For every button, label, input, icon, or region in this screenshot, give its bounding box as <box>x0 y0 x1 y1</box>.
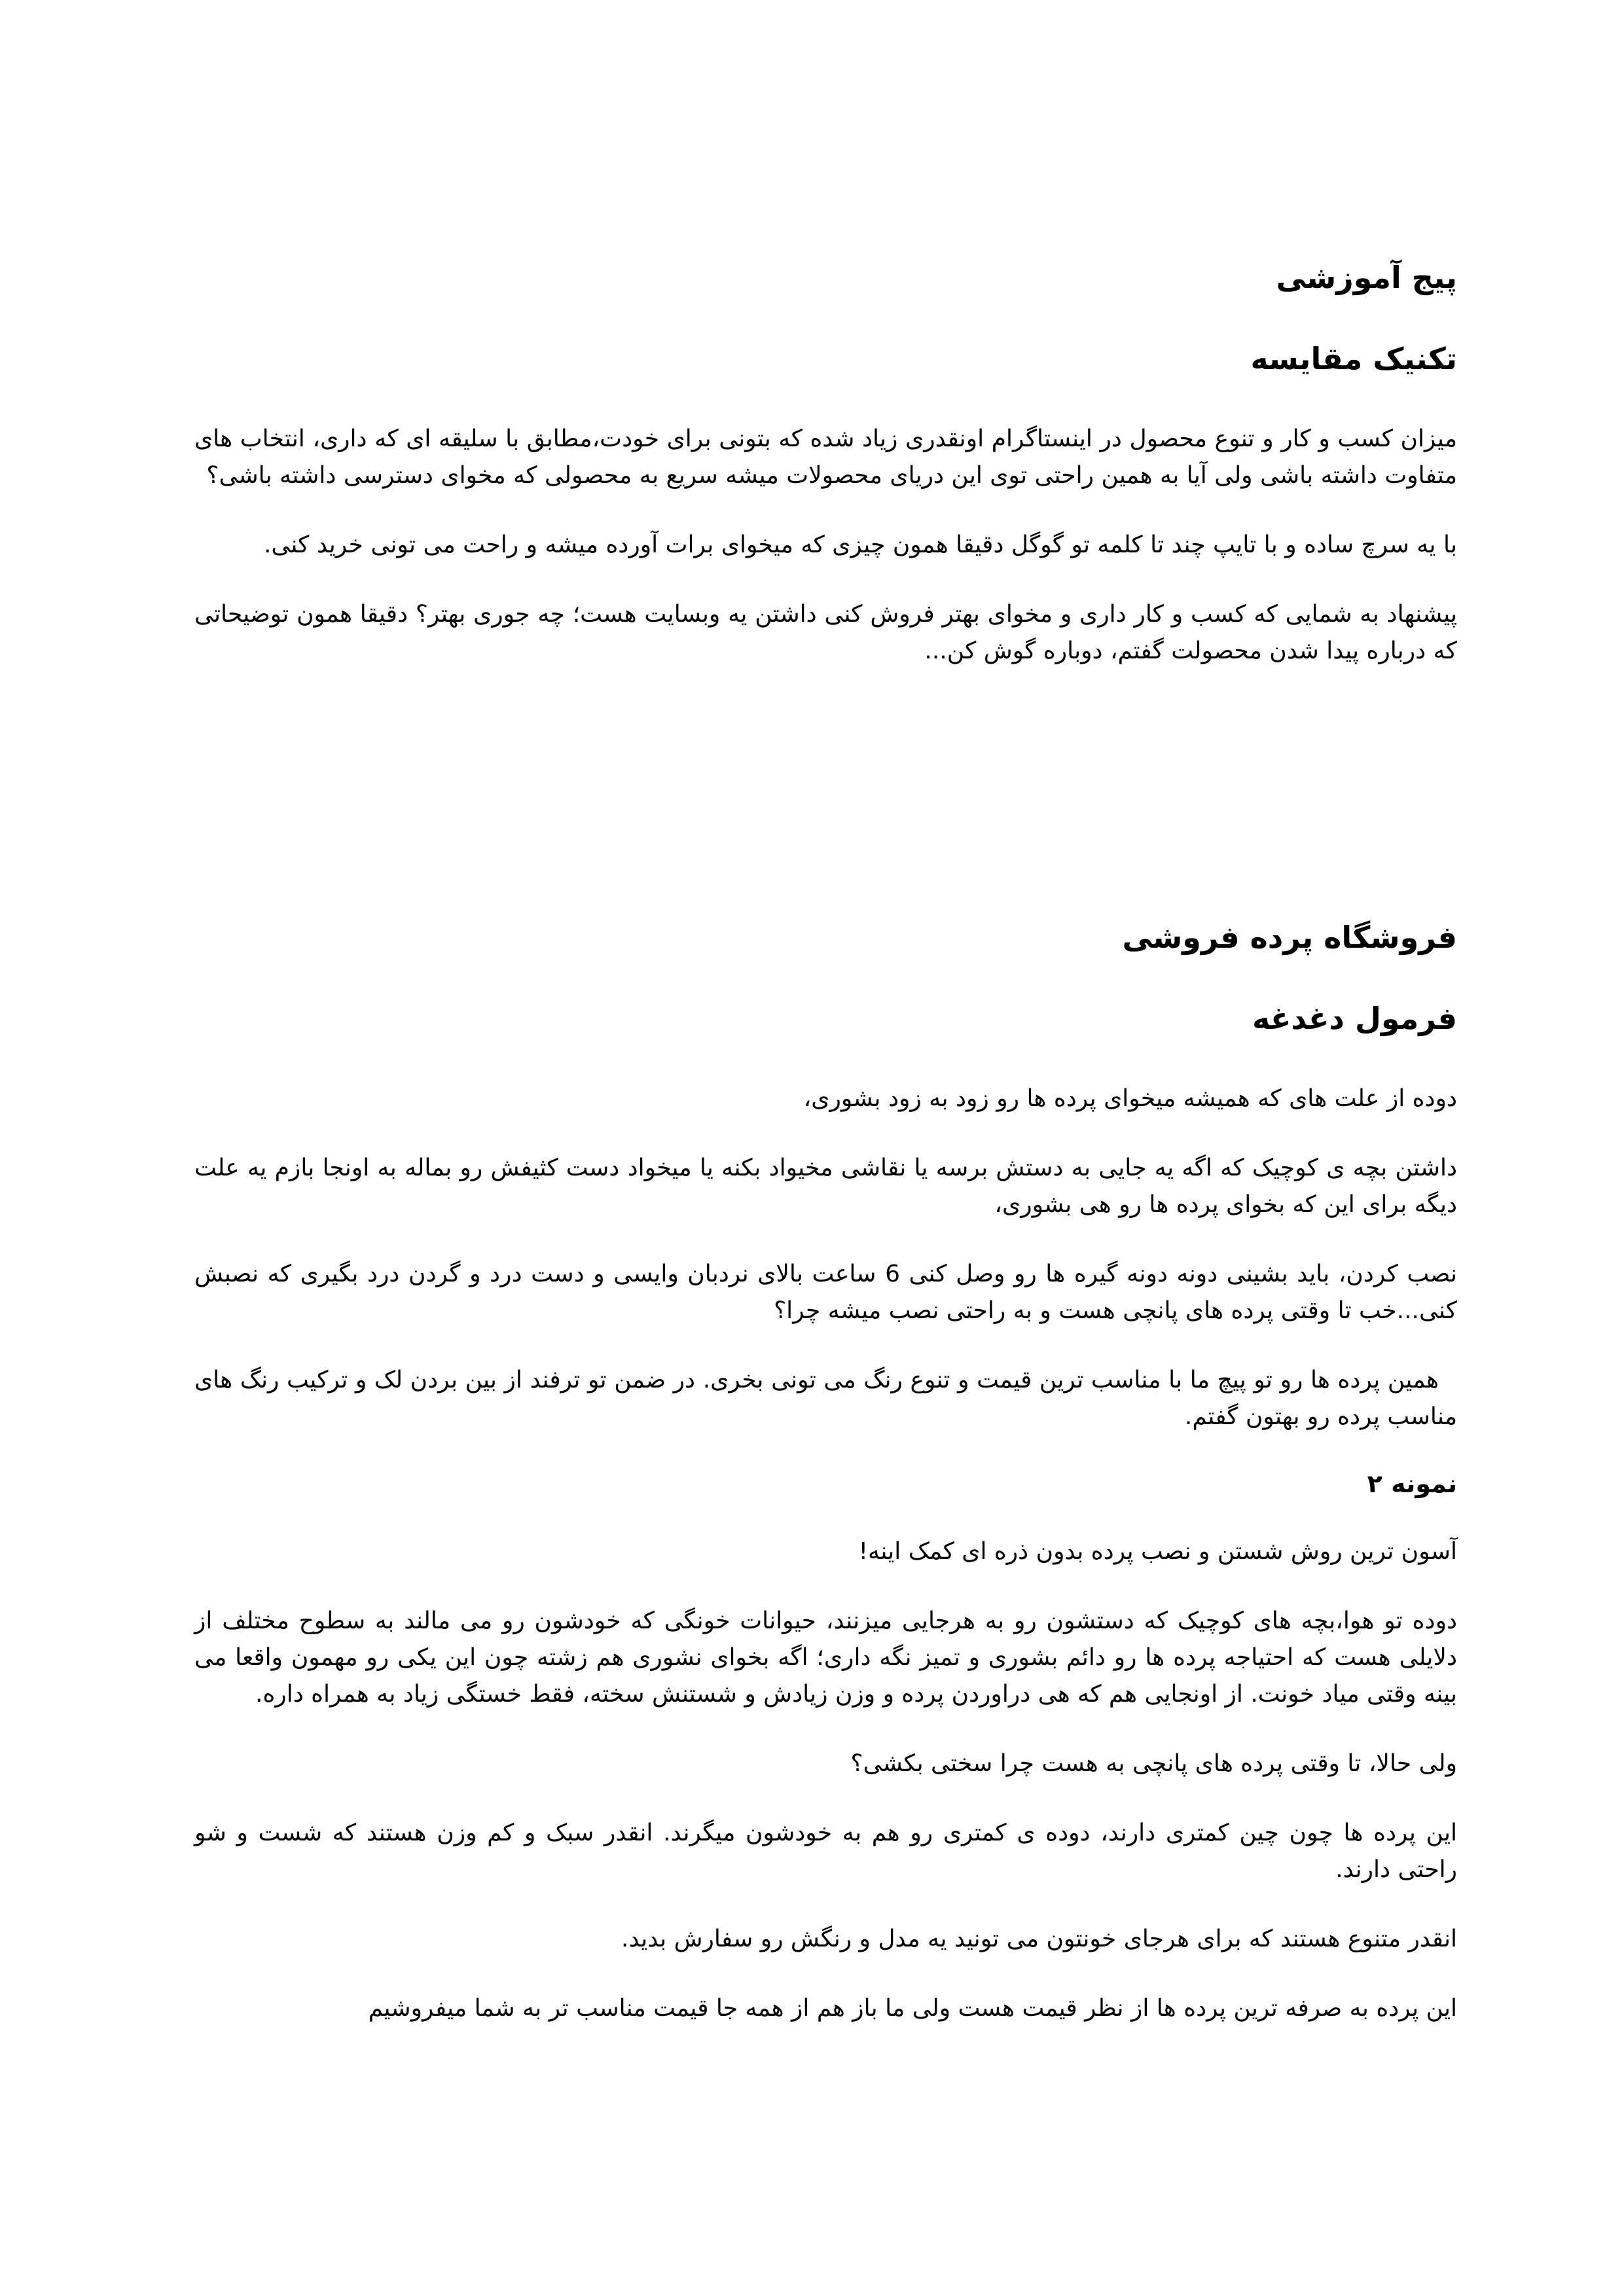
example-paragraph: این پرده به صرفه ترین پرده ها از نظر قیمت هست ولی ما باز هم از همه جا قیمت مناسب تر به شما میفروشیم <box>368 1995 1457 2022</box>
section1-paragraph: میزان کسب و کار و تنوع محصول در اینستاگرام اونقدری زیاد شده که بتونی برای خودت،مطابق با سلیقه ای که داری، انتخاب های متفاوت داشته باشی ولی آیا به همین راحتی توی این دریای محصولات میشه سریع به محصولی که مخوای دسترسی داشته باشی؟ <box>194 425 1457 489</box>
example-paragraph: این پرده ها چون چین کمتری دارند، دوده ی کمتری رو هم به خودشون میگرند. انقدر سبک و کم وزن هستند که شست و شو راحتی دارند. <box>194 1820 1457 1883</box>
example-2-heading: نمونه ۲ <box>1367 1469 1457 1498</box>
section1-title: پیج آموزشی <box>1276 260 1457 295</box>
example-paragraph: آسون ترین روش شستن و نصب پرده بدون ذره ای کمک اینه! <box>858 1538 1457 1565</box>
section-gap <box>194 702 1457 918</box>
example-paragraph: دوده تو هوا،بچه های کوچیک که دستشون رو به هرجایی میزنند، حیوانات خونگی که خودشون رو می مالند به سطوح مختلف از دلایلی هست که احتیاجه پرده ها رو دائم بشوری و تمیز نگه داری؛ اگه بخوای نشوری هم زشته چون این یکی رو مهمون واقعا می بینه وقتی میاد خونت. از اونجایی هم که هی دراوردن پرده و وزن زیادش و شستنش سخته، فقط خستگی زیاد به همراه داره. <box>194 1607 1457 1708</box>
section2-paragraph: داشتن بچه ی کوچیک که اگه یه جایی به دستش برسه یا نقاشی مخیواد بکنه یا میخواد دست کثیفش رو بماله به اونجا بازم یه علت دیگه برای این که بخوای پرده ها رو هی بشوری، <box>194 1155 1457 1218</box>
section2-paragraph: همین پرده ها رو تو پیچ ما با مناسب ترین قیمت و تنوع رنگ می تونی بخری. در ضمن تو ترفند از بین بردن لک و ترکیب رنگ های مناسب پرده رو بهتون گفتم. <box>194 1367 1457 1430</box>
section1-paragraph: با یه سرچ ساده و با تایپ چند تا کلمه تو گوگل دقیقا همون چیزی که میخوای برات آورده میشه و راحت می تونی خرید کنی. <box>263 531 1457 558</box>
example-paragraph: انقدر متنوع هستند که برای هرجای خونتون می تونید یه مدل و رنگش رو سفارش بدید. <box>621 1926 1457 1952</box>
section2-subtitle: فرمول دغدغه <box>1252 1001 1457 1036</box>
section2-paragraph: دوده از علت های که همیشه میخوای پرده ها رو زود به زود بشوری، <box>803 1085 1457 1112</box>
section1-paragraph: پیشنهاد به شمایی که کسب و کار داری و مخوای بهتر فروش کنی داشتن یه وبسایت هست؛ چه جوری بهتر؟ دقیقا همون توضیحاتی که درباره پیدا شدن محصولت گفتم، دوباره گوش کن... <box>194 601 1457 664</box>
section2-title: فروشگاه پرده فروشی <box>1122 920 1457 955</box>
example-paragraph: ولی حالا، تا وقتی پرده های پانچی به هست چرا سختی بکشی؟ <box>850 1750 1457 1777</box>
section2-paragraph: نصب کردن، باید بشینی دونه دونه گیره ها رو وصل کنی 6 ساعت بالای نردبان وایسی و دست درد و گردن درد بگیری که نصبش کنی...خب تا وقتی پرده های پانچی هست و به راحتی نصب میشه چرا؟ <box>194 1261 1457 1324</box>
section1-subtitle: تکنیک مقایسه <box>1250 341 1457 376</box>
